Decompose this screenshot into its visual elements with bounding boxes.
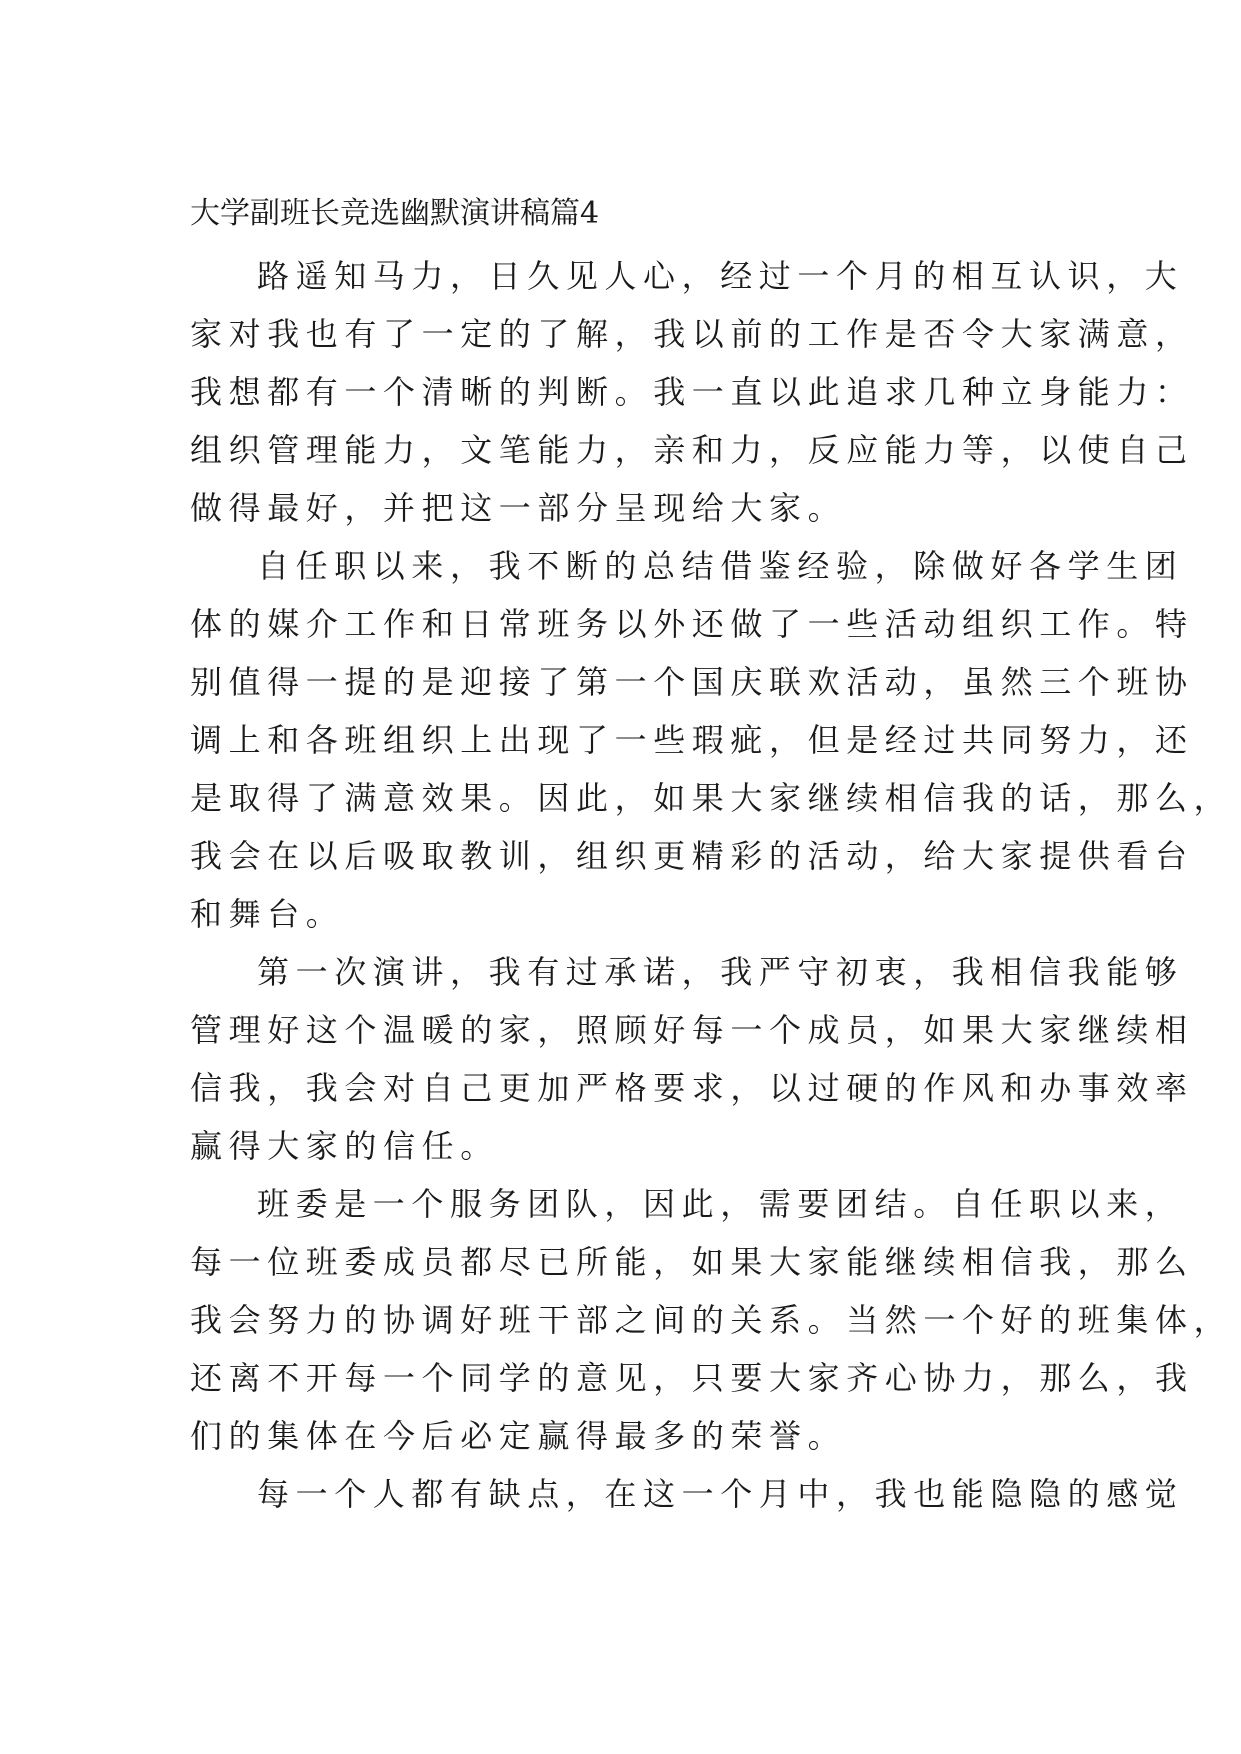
text-line: 我想都有一个清晰的判断。我一直以此追求几种立身能力： (190, 373, 1194, 411)
text-line: 和舞台。 (190, 895, 345, 933)
text-line: 我会在以后吸取教训，组织更精彩的活动，给大家提供看台 (190, 837, 1194, 875)
text-line: 信我，我会对自己更加严格要求，以过硬的作风和办事效率 (190, 1069, 1194, 1107)
text-line: 家对我也有了一定的了解，我以前的工作是否令大家满意， (190, 315, 1194, 353)
text-line: 体的媒介工作和日常班务以外还做了一些活动组织工作。特 (190, 605, 1194, 643)
text-line: 第一次演讲，我有过承诺，我严守初衷，我相信我能够 (257, 953, 1184, 991)
text-line: 每一个人都有缺点，在这一个月中，我也能隐隐的感觉 (257, 1475, 1184, 1513)
text-line: 做得最好，并把这一部分呈现给大家。 (190, 489, 847, 527)
text-line: 管理好这个温暖的家，照顾好每一个成员，如果大家继续相 (190, 1011, 1194, 1049)
text-line: 自任职以来，我不断的总结借鉴经验，除做好各学生团 (257, 547, 1184, 585)
text-line: 还离不开每一个同学的意见，只要大家齐心协力，那么，我 (190, 1359, 1194, 1397)
text-line: 我会努力的协调好班干部之间的关系。当然一个好的班集体， (190, 1301, 1233, 1339)
text-line: 组织管理能力，文笔能力，亲和力，反应能力等，以使自己 (190, 431, 1194, 469)
document-title: 大学副班长竞选幽默演讲稿篇4 (190, 196, 600, 231)
text-line: 别值得一提的是迎接了第一个国庆联欢活动，虽然三个班协 (190, 663, 1194, 701)
text-line: 每一位班委成员都尽已所能，如果大家能继续相信我，那么 (190, 1243, 1194, 1281)
text-line: 班委是一个服务团队，因此，需要团结。自任职以来， (257, 1185, 1184, 1223)
text-line: 路遥知马力，日久见人心，经过一个月的相互认识，大 (257, 257, 1184, 295)
text-line: 调上和各班组织上出现了一些瑕疵，但是经过共同努力，还 (190, 721, 1194, 759)
text-line: 赢得大家的信任。 (190, 1127, 499, 1165)
text-line: 是取得了满意效果。因此，如果大家继续相信我的话，那么， (190, 779, 1233, 817)
text-line: 们的集体在今后必定赢得最多的荣誉。 (190, 1417, 847, 1455)
